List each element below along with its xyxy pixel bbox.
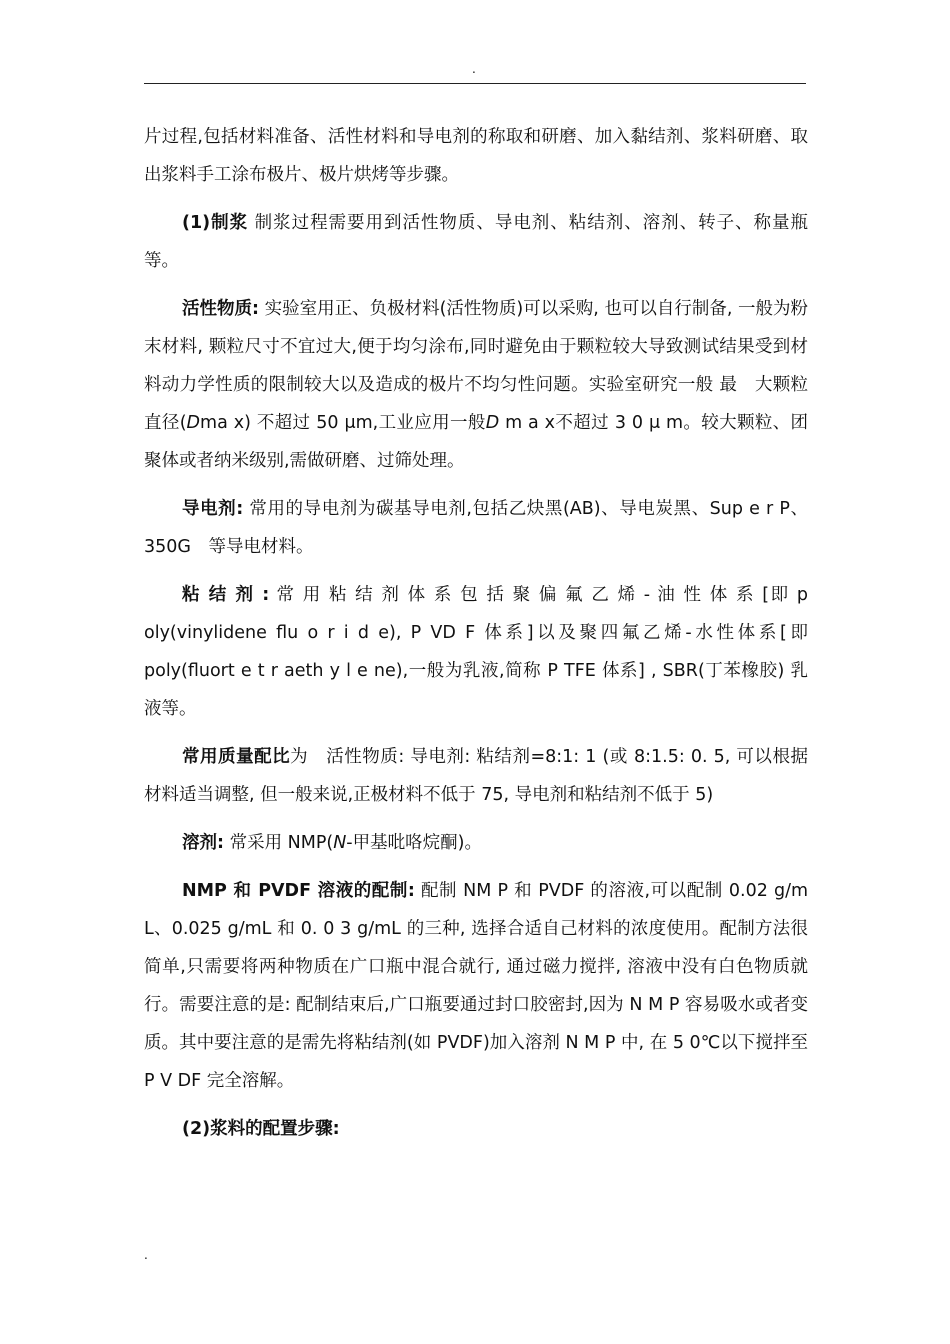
header-mark: .	[472, 62, 476, 76]
paragraph-slurry	[144, 204, 808, 280]
term-label: 活性物质:	[182, 299, 260, 319]
term-label: 粘 结 剂 :	[182, 585, 270, 605]
term-label: NMP 和 PVDF 溶液的配制:	[182, 881, 415, 901]
paragraph-text: 制浆过程需要用到活性物质、导电剂、粘结剂、溶剂、转子、称量瓶等。	[144, 213, 808, 271]
document-body	[144, 118, 808, 1148]
paragraph-active-material	[144, 290, 808, 480]
paragraph-solvent	[144, 824, 808, 862]
term-label: 导电剂:	[182, 499, 244, 519]
paragraph-text: 常 用 粘 结 剂 体 系 包 括 聚 偏 氟 乙 烯 - 油 性 体 系 [即 p oly(vinylidene flu o r i d e), P VD F 体系]以及聚四氟乙烯-水性体系[即 poly(fluort e t r aeth y l e ne),一般为乳液,简称 P TFE 体系] , SBR(丁苯橡胶) 乳液等。	[144, 585, 808, 719]
term-label: 溶剂:	[182, 833, 224, 853]
paragraph-text: m a x不超过 3 0 μ m。较大颗粒、团聚体或者纳米级别,需做研磨、过筛处理。	[144, 413, 809, 471]
term-label: 常用质量配比	[182, 747, 291, 767]
symbol-n: N	[333, 833, 347, 853]
paragraph-text: ma x) 不超过 50 μm,工业应用一般	[200, 413, 486, 433]
symbol-d: D	[186, 413, 201, 433]
paragraph-text: 常用的导电剂为碳基导电剂,包括乙炔黑(AB)、导电炭黑、Sup e r P、350G 等导电材料。	[144, 499, 808, 557]
paragraph-binder	[144, 576, 808, 728]
paragraph-mass-ratio	[144, 738, 808, 814]
header-rule	[144, 83, 806, 84]
paragraph-text: 实验室用正、负极材料(活性物质)可以采购, 也可以自行制备, 一般为粉末材料, 颗粒尺寸不宜过大,便于均匀涂布,同时避免由于颗粒较大导致测试结果受到材料动力学性质的限制较大以及造成的极片不均匀性问题。实验室研究一般 最 大颗粒直径(	[144, 299, 809, 433]
paragraph-text: 片过程,包括材料准备、活性材料和导电剂的称取和研磨、加入黏结剂、浆料研磨、取出浆料手工涂布极片、极片烘烤等步骤。	[144, 127, 808, 185]
paragraph-slurry-steps	[144, 1110, 808, 1148]
paragraph-text: 为 活性物质: 导电剂: 粘结剂=8:1: 1 (或 8:1.5: 0. 5, 可以根据材料适当调整, 但一般来说,正极材料不低于 75, 导电剂和粘结剂不低于 5)	[144, 747, 808, 805]
paragraph-conductive-agent	[144, 490, 808, 566]
paragraph-text: 配制 NM P 和 PVDF 的溶液,可以配制 0.02 g/m L、0.025 g/mL 和 0. 0 3 g/mL 的三种, 选择合适自己材料的浓度使用。配制方法很简单,只需要将两种物质在广口瓶中混合就行, 通过磁力搅拌, 溶液中没有白色物质就行。需要注意的是: 配制结束后,广口瓶要通过封口胶密封,因为 N M P 容易吸水或者变质。其中要注意的是需先将粘结剂(如 PVDF)加入溶剂 N M P 中, 在 5 0℃以下搅拌至 P V DF 完全溶解。	[144, 881, 809, 1091]
paragraph-solution-prep	[144, 872, 808, 1100]
footer-mark: .	[144, 1248, 148, 1262]
section-heading: (2)浆料的配置步骤:	[182, 1119, 340, 1139]
paragraph-text: -甲基吡咯烷酮)。	[346, 833, 482, 853]
symbol-d: D	[485, 413, 500, 433]
paragraph-text: 常采用 NMP(	[224, 833, 334, 853]
paragraph-intro	[144, 118, 808, 194]
section-heading: (1)制浆	[182, 213, 249, 233]
